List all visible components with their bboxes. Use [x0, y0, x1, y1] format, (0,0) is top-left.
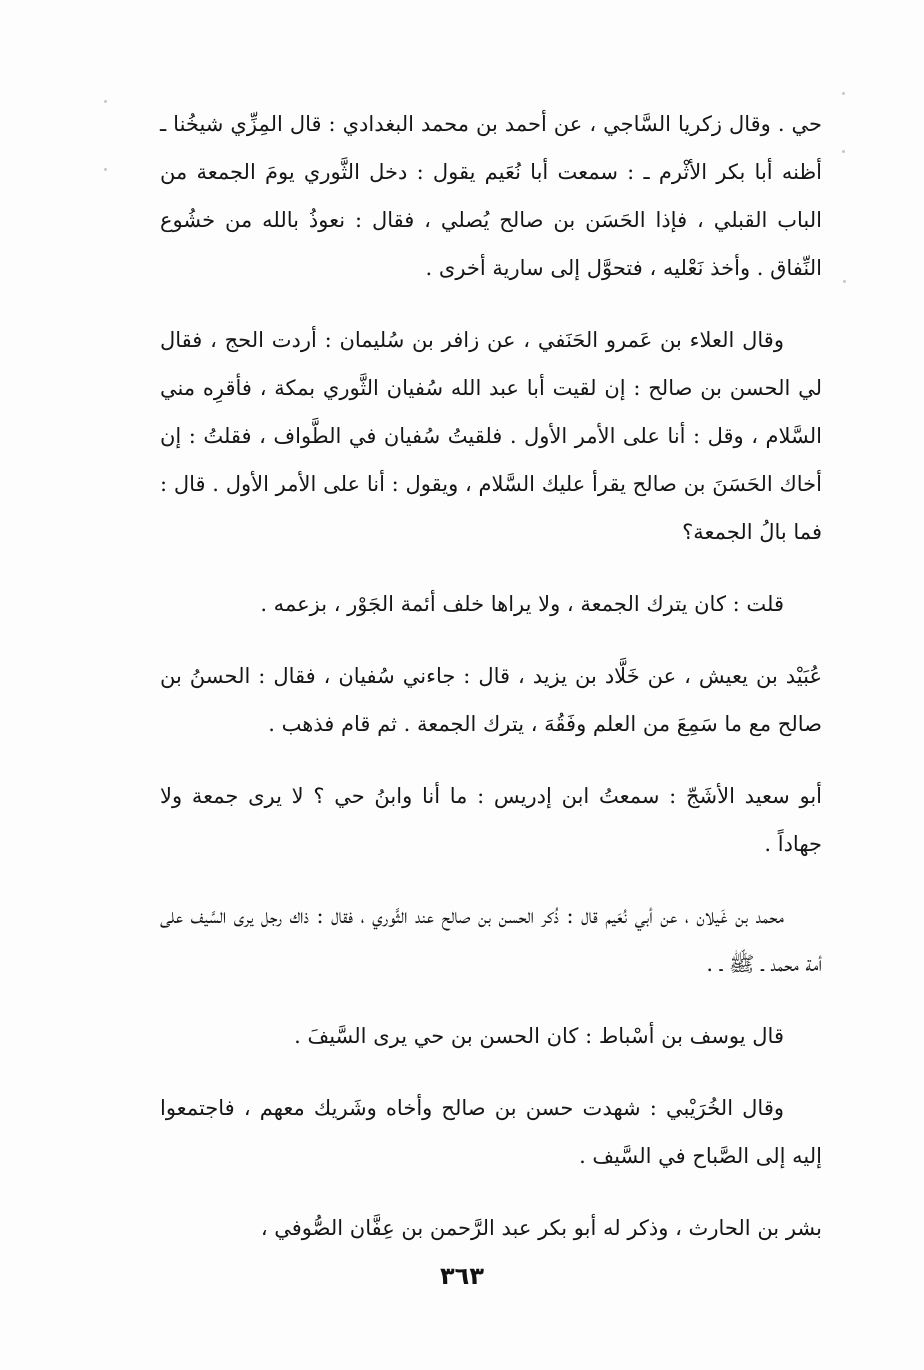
paragraph: حي . وقال زكريا السَّاجي ، عن أحمد بن محمد البغدادي : قال المِزِّي شيخُنا ـ أظنه أبا بكر الأثْرم ـ : سمعت أبا نُعَيم يقول : دخل الثَّوري يومَ الجمعة من الباب القبلي ، فإذا الحَسَن بن صالح يُصلي ، فقال : نعوذُ بالله من خشُوع النِّفاق . وأخذ نَعْليه ، فتحوَّل إلى سارية أخرى . [160, 112, 822, 280]
paragraph: أبو سعيد الأشَجّ : سمعتُ ابن إدريس : ما أنا وابنُ حي ؟ لا يرى جمعة ولا جهاداً . [160, 784, 822, 856]
margin-speck [843, 280, 846, 283]
paragraph: قلت : كان يترك الجمعة ، ولا يراها خلف أئمة الجَوْر ، بزعمه . [260, 592, 784, 616]
page-number: ٣٦٣ [440, 1262, 484, 1290]
paragraph: محمد بن غَيلان ، عن أبي نُعَيم قال : ذُكر الحسن بن صالح عند الثَّوري ، فقال : ذاك رجل يرى السَّيف على أمة محمد ـ ﷺ ـ . [160, 904, 822, 976]
paragraph: وقال الخُرَيْبي : شهدت حسن بن صالح وأخاه وشَريك معهم ، فاجتمعوا إليه إلى الصَّباح في السَّيف . [160, 1096, 822, 1168]
paragraph: وقال العلاء بن عَمرو الحَنَفي ، عن زافر بن سُليمان : أردت الحج ، فقال لي الحسن بن صالح : إن لقيت أبا عبد الله سُفيان الثَّوري بمكة ، فأقرِه مني السَّلام ، وقل : أنا على الأمر الأول . فلقيتُ سُفيان في الطَّواف ، فقلتُ : إن أخاك الحَسَنَ بن صالح يقرأ عليك السَّلام ، ويقول : أنا على الأمر الأول . قال : فما بالُ الجمعة؟ [160, 328, 823, 544]
main-text [160, 100, 822, 1276]
paragraph: بشر بن الحارث ، وذكر له أبو بكر عبد الرَّحمن بن عِفَّان الصُّوفي ، [260, 1216, 822, 1240]
margin-speck [842, 92, 845, 95]
margin-speck [104, 168, 107, 171]
paragraph: عُبَيْد بن يعيش ، عن خَلَّاد بن يزيد ، قال : جاءني سُفيان ، فقال : الحسنُ بن صالح مع ما سَمِعَ من العلم وفَقُهَ ، يترك الجمعة . ثم قام فذهب . [160, 664, 822, 736]
paragraph: قال يوسف بن أسْباط : كان الحسن بن حي يرى السَّيفَ . [294, 1024, 784, 1048]
margin-speck [104, 100, 107, 103]
margin-speck [842, 150, 845, 153]
